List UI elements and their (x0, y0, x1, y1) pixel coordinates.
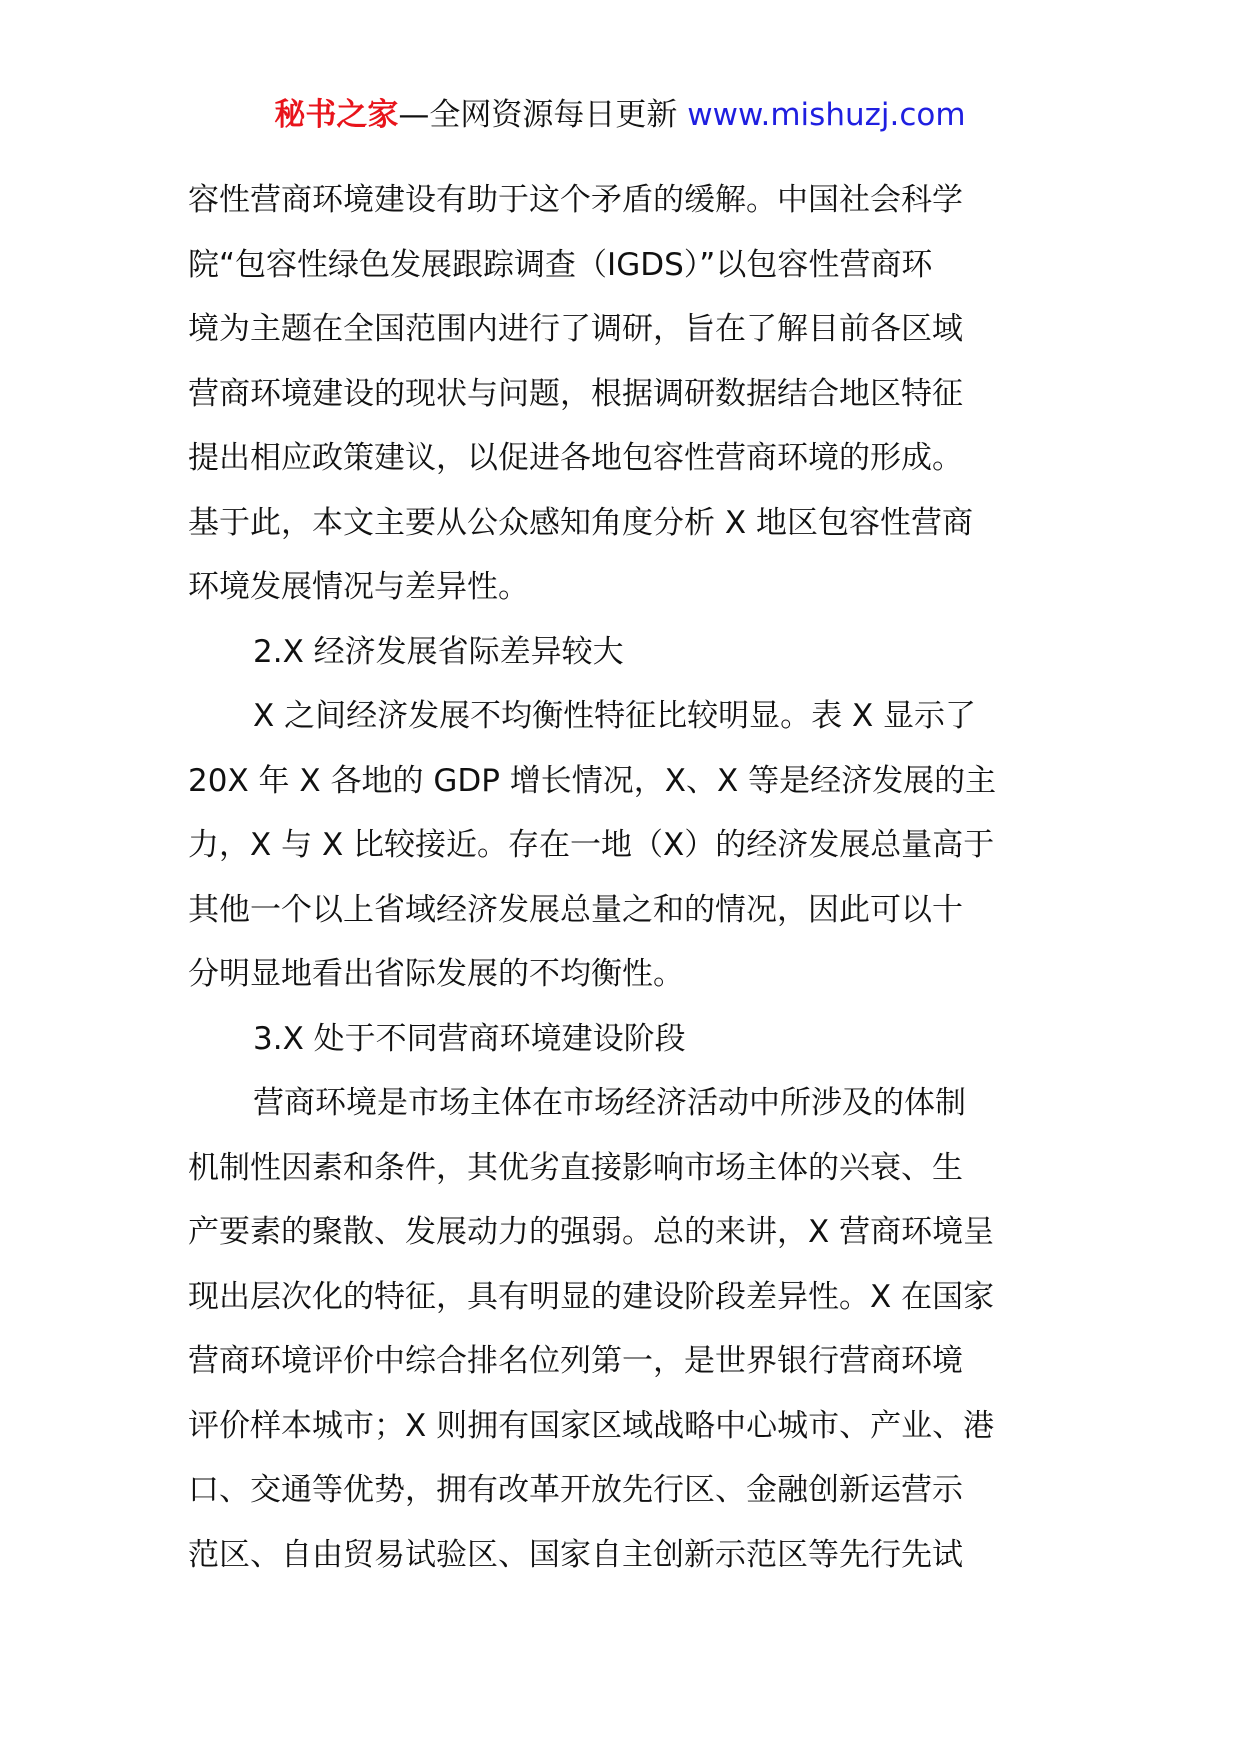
text-line: 营商环境评价中综合排名位列第一，是世界银行营商环境 (188, 1343, 963, 1379)
text-line: 营商环境是市场主体在市场经济活动中所涉及的体制 (253, 1085, 966, 1121)
text-line: 机制性因素和条件，其优劣直接影响市场主体的兴衰、生 (188, 1149, 963, 1186)
site-tagline: —全网资源每日更新 (398, 97, 678, 133)
text-line: 院“包容性绿色发展跟踪调查（IGDS）”以包容性营商环 (188, 246, 933, 283)
text-line: 基于此，本文主要从公众感知角度分析 X 地区包容性营商 (188, 504, 973, 541)
text-line: 评价样本城市；X 则拥有国家区域战略中心城市、产业、港 (188, 1407, 995, 1444)
text-line: 3.X 处于不同营商环境建设阶段 (253, 1020, 686, 1057)
text-line: 提出相应政策建议，以促进各地包容性营商环境的形成。 (188, 440, 963, 476)
text-line: 产要素的聚散、发展动力的强弱。总的来讲，X 营商环境呈 (188, 1214, 995, 1250)
text-line: 力，X 与 X 比较接近。存在一地（X）的经济发展总量高于 (188, 827, 995, 863)
site-url-link[interactable]: www.mishuzj.com (687, 97, 966, 133)
text-line: 环境发展情况与差异性。 (188, 569, 529, 605)
text-line: 现出层次化的特征，具有明显的建设阶段差异性。X 在国家 (188, 1278, 995, 1315)
text-line: 口、交通等优势，拥有改革开放先行区、金融创新运营示 (188, 1472, 963, 1508)
text-line: 范区、自由贸易试验区、国家自主创新示范区等先行先试 (188, 1536, 963, 1573)
text-line: X 之间经济发展不均衡性特征比较明显。表 X 显示了 (253, 698, 977, 734)
document-body (188, 168, 1068, 1587)
site-header (0, 95, 1240, 135)
text-line: 2.X 经济发展省际差异较大 (253, 633, 624, 670)
text-line: 营商环境建设的现状与问题，根据调研数据结合地区特征 (188, 375, 963, 412)
text-line: 其他一个以上省域经济发展总量之和的情况，因此可以十 (188, 891, 963, 928)
text-line: 分明显地看出省际发展的不均衡性。 (188, 956, 684, 992)
text-line: 容性营商环境建设有助于这个矛盾的缓解。中国社会科学 (188, 182, 963, 218)
site-brand: 秘书之家 (274, 97, 399, 133)
text-line: 20X 年 X 各地的 GDP 增长情况，X、X 等是经济发展的主 (188, 762, 997, 799)
text-line: 境为主题在全国范围内进行了调研，旨在了解目前各区域 (188, 311, 963, 347)
